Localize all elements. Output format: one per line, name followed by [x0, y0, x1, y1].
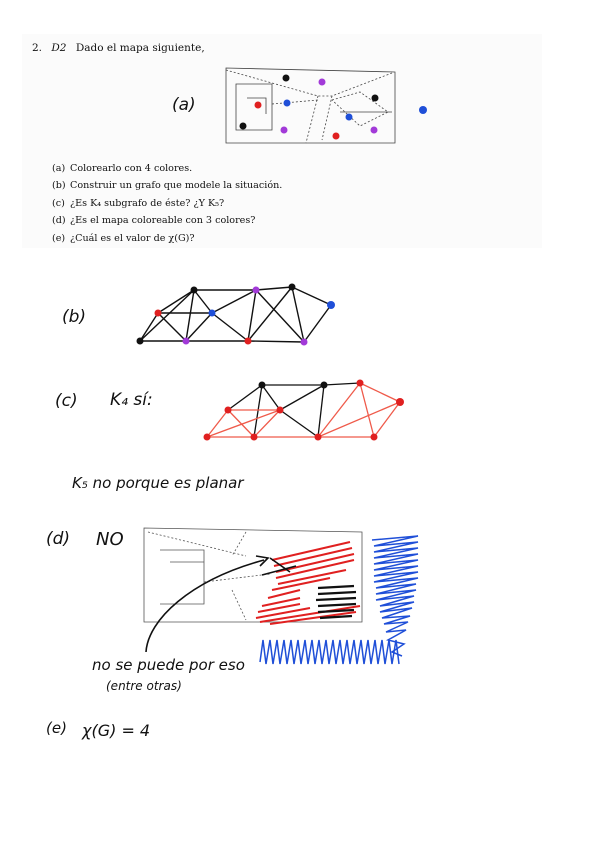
map-border: [306, 96, 318, 143]
problem-code: D2: [51, 42, 67, 54]
question-mark: (d): [52, 215, 66, 227]
map-figure: [226, 68, 395, 143]
map-border: [272, 100, 318, 104]
map-d: [144, 528, 362, 622]
question-text: Colorearlo con 4 colores.: [70, 163, 193, 174]
answer-c-k5-text: K₅ no porque es planar: [72, 474, 244, 492]
vertex-purple: [183, 338, 190, 345]
answer-c-text: K₄ sí:: [110, 390, 153, 410]
map-border: [232, 590, 246, 620]
map-region-right: [332, 92, 388, 126]
question-mark: (b): [52, 180, 66, 192]
answer-d-label: (d): [46, 529, 71, 549]
vertex-black: [321, 382, 328, 389]
map-border: [232, 532, 246, 556]
map-outline: [226, 68, 395, 143]
dot-purple: [319, 79, 326, 86]
dot-blue: [284, 100, 291, 107]
vertex-black: [259, 382, 266, 389]
problem-statement: Dado el mapa siguiente,: [75, 42, 205, 54]
map-outline: [144, 528, 362, 622]
vertex-red: [396, 398, 404, 406]
pointer-mark: [262, 558, 296, 575]
question-text: ¿Cuál es el valor de χ(G)?: [70, 232, 195, 244]
answer-e-label: (e): [46, 719, 67, 737]
dot-black: [372, 95, 379, 102]
arrow-line: [146, 560, 264, 652]
vertex-blue: [327, 301, 335, 309]
vertex-black: [191, 287, 198, 294]
dot-black: [240, 123, 247, 130]
question-mark: (a): [52, 163, 66, 174]
vertex-black: [289, 284, 296, 291]
answer-a-label: (a): [172, 95, 196, 115]
blue-scribble: [260, 536, 418, 664]
vertex-purple: [301, 339, 308, 346]
vertex-red: [245, 338, 252, 345]
vertex-red: [371, 434, 378, 441]
map-border: [226, 70, 392, 96]
vertex-blue: [209, 310, 216, 317]
graph-c: [207, 383, 400, 437]
vertex-purple: [253, 287, 260, 294]
vertex-red: [277, 407, 284, 414]
answer-d-note-extra: (entre otras): [106, 679, 182, 693]
answer-d-note: no se puede por eso: [92, 656, 245, 674]
dot-purple: [371, 127, 378, 134]
answer-b-label: (b): [62, 307, 87, 327]
problem-number: 2.: [32, 42, 43, 54]
dot-purple: [281, 127, 288, 134]
graph-b: [140, 287, 331, 342]
red-scribble: [256, 542, 360, 624]
dot-black: [283, 75, 290, 82]
vertex-red: [357, 380, 364, 387]
question-mark: (e): [52, 232, 66, 244]
question-mark: (c): [52, 197, 65, 209]
map-region-left: [160, 550, 204, 604]
vertex-red: [204, 434, 211, 441]
vertex-black: [137, 338, 144, 345]
answer-e-text: χ(G) = 4: [82, 721, 151, 740]
answer-c-label: (c): [55, 391, 78, 411]
question-text: Construir un grafo que modele la situación.: [70, 180, 283, 192]
vertex-red: [225, 407, 232, 414]
vertex-red: [315, 434, 322, 441]
question-text: ¿Es K₄ subgrafo de éste? ¿Y K₅?: [70, 197, 225, 209]
map-border: [322, 96, 332, 140]
vertex-red: [155, 310, 162, 317]
answer-d-text: NO: [96, 529, 124, 550]
dot-blue: [346, 114, 353, 121]
vertex-red: [251, 434, 258, 441]
dot-red: [255, 102, 262, 109]
dot-blue: [419, 106, 427, 114]
dot-red: [333, 133, 340, 140]
map-border: [148, 532, 246, 556]
question-text: ¿Es el mapa coloreable con 3 colores?: [70, 215, 256, 227]
